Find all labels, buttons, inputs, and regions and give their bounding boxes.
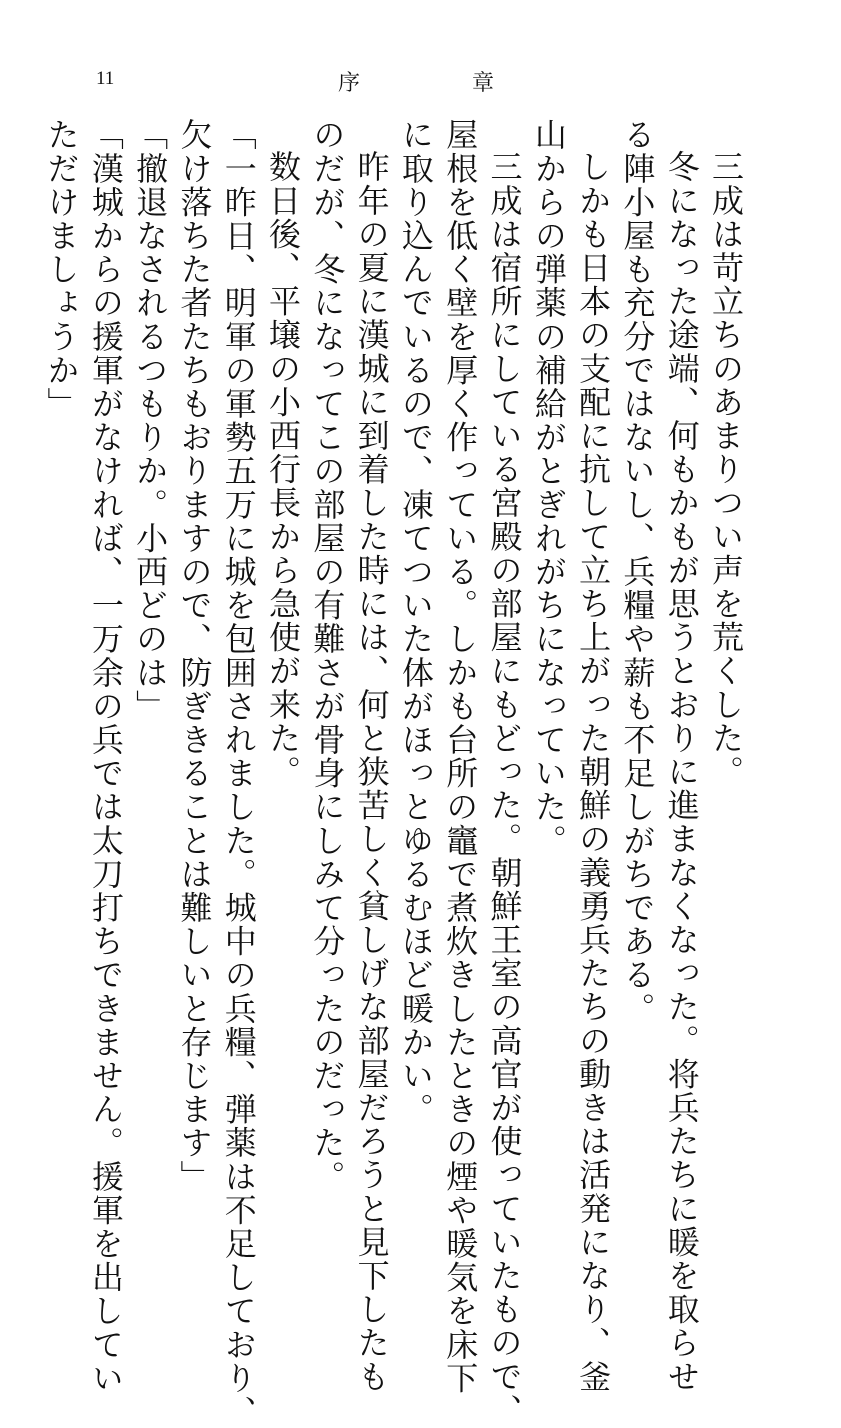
vertical-body-text xyxy=(42,118,748,1428)
text-line: のだが、冬になってこの部屋の有難さが骨身にしみて分ったのだった。 xyxy=(308,118,347,1194)
page-number: 11 xyxy=(96,68,115,89)
text-line: に取り込んでいるので、凍てついた体がほっとゆるむほど暖かい。 xyxy=(396,118,435,1126)
text-line: 冬になった途端、何もかもが思うとおりに進まなくなった。将兵たちに暖を取らせ xyxy=(662,150,701,1394)
running-head-chapter-char-2: 章 xyxy=(472,71,495,96)
text-line: る陣小屋も充分ではないし、兵糧や薪も不足しがちである。 xyxy=(618,118,657,1026)
text-line: ただけましょうか」 xyxy=(42,118,81,421)
text-line: 欠け落ちた者たちもおりますので、防ぎきることは難しいと存じます」 xyxy=(175,118,214,1194)
text-line: 数日後、平壌の小西行長から急使が来た。 xyxy=(264,150,303,789)
text-line: 屋根を低く壁を厚く作っている。しかも台所の竈で煮炊きしたときの煙や暖気を床下 xyxy=(441,118,480,1395)
text-line: 昨年の夏に漢城に到着した時には、何と狭苦しく貧しげな部屋だろうと見下したも xyxy=(352,150,391,1394)
text-line: 「撤退なされるつもりか。小西どのは」 xyxy=(131,118,170,723)
text-line: 三成は苛立ちのあまりつい声を荒くした。 xyxy=(707,150,745,789)
text-line: 「一昨日、明軍の軍勢五万に城を包囲されました。城中の兵糧、弾薬は不足しており、 xyxy=(219,118,258,1428)
running-head-chapter-char-1: 序 xyxy=(338,71,361,96)
text-line: 三成は宿所にしている宮殿の部屋にもどった。朝鮮王室の高官が使っていたもので、 xyxy=(485,150,524,1427)
text-line: 山からの弾薬の補給がとぎれがちになっていた。 xyxy=(529,118,568,858)
text-line: 「漢城からの援軍がなければ、一万余の兵では太刀打ちできません。援軍を出してい xyxy=(86,118,125,1395)
text-line: しかも日本の支配に抗して立ち上がった朝鮮の義勇兵たちの動きは活発になり、釜 xyxy=(574,150,613,1394)
